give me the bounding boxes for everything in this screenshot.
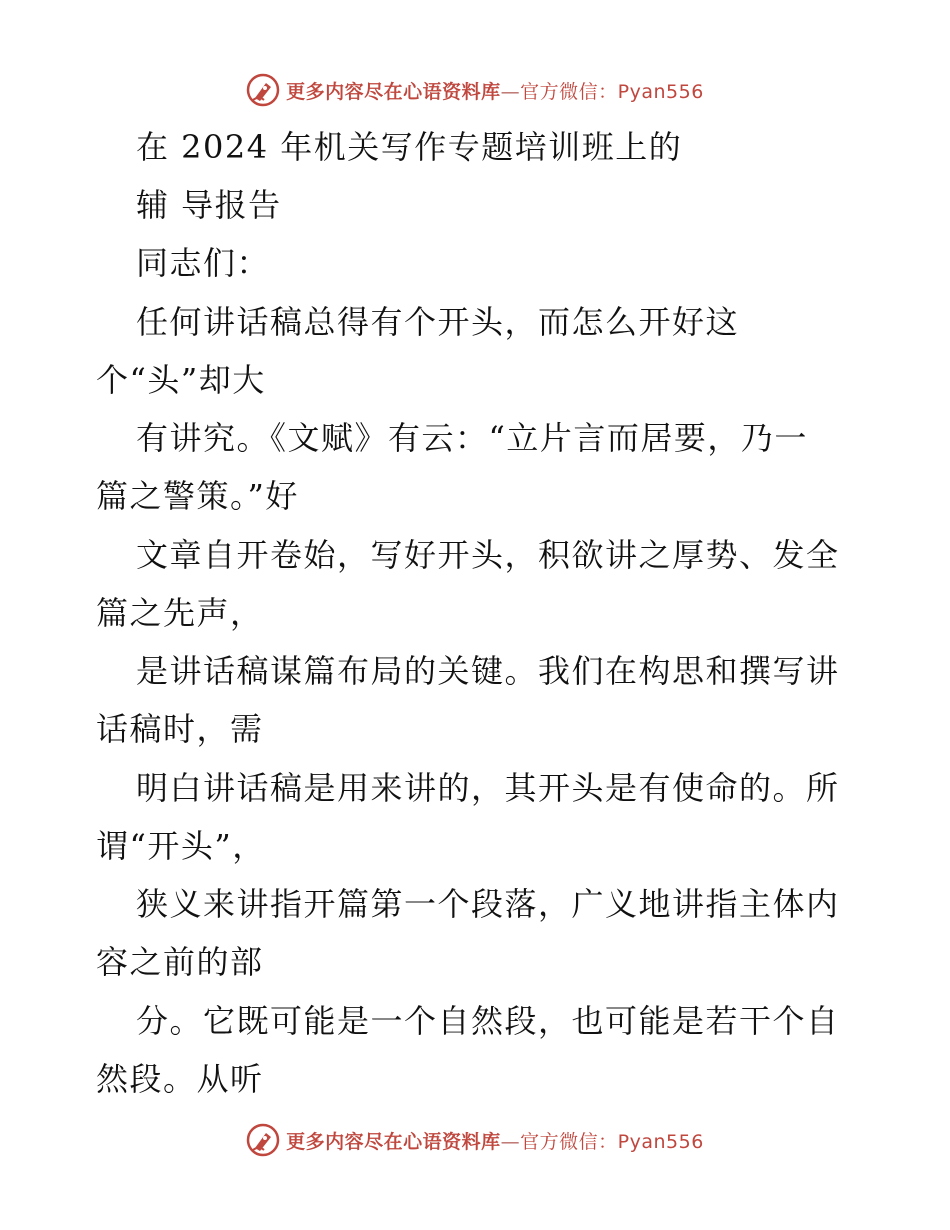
body-line: 明白讲话稿是用来讲的，其开头是有使命的。所 <box>136 769 840 807</box>
body-line: 容之前的部 <box>96 943 264 981</box>
banner-separator: — <box>500 80 521 103</box>
body-line: 然段。从听 <box>96 1060 264 1098</box>
salutation: 同志们： <box>136 244 271 282</box>
body-line: 狭义来讲指开篇第一个段落，广义地讲指主体内 <box>136 885 840 923</box>
footer-banner <box>0 1120 950 1160</box>
pen-nib-icon <box>246 1123 280 1157</box>
banner-text <box>286 1127 704 1154</box>
banner-site-text: 更多内容尽在心语资料库 <box>286 1130 501 1153</box>
banner-separator: — <box>500 1130 521 1153</box>
banner-wechat-text: 官方微信：Pyan556 <box>520 80 704 103</box>
title-line-2: 辅 导报告 <box>136 186 282 224</box>
body-line: 是讲话稿谋篇布局的关键。我们在构思和撰写讲 <box>136 652 840 690</box>
body-line: 有讲究。《文赋》有云：“立片言而居要，乃一 <box>136 419 808 457</box>
body-line: 篇之先声， <box>96 594 264 632</box>
banner-wechat-text: 官方微信：Pyan556 <box>520 1130 704 1153</box>
body-line: 话稿时，需 <box>96 710 264 748</box>
body-line: 任何讲话稿总得有个开头，而怎么开好这 <box>136 303 740 341</box>
body-line: 个“头”却大 <box>96 361 266 399</box>
title-line-1: 在 2024 年机关写作专题培训班上的 <box>136 128 683 166</box>
body-line: 篇之警策。”好 <box>96 477 299 515</box>
banner-site-text: 更多内容尽在心语资料库 <box>286 80 501 103</box>
body-line: 分。它既可能是一个自然段，也可能是若干个自 <box>136 1002 840 1040</box>
body-line: 谓“开头”， <box>96 827 266 865</box>
body-line: 文章自开卷始，写好开头，积欲讲之厚势、发全 <box>136 536 840 574</box>
